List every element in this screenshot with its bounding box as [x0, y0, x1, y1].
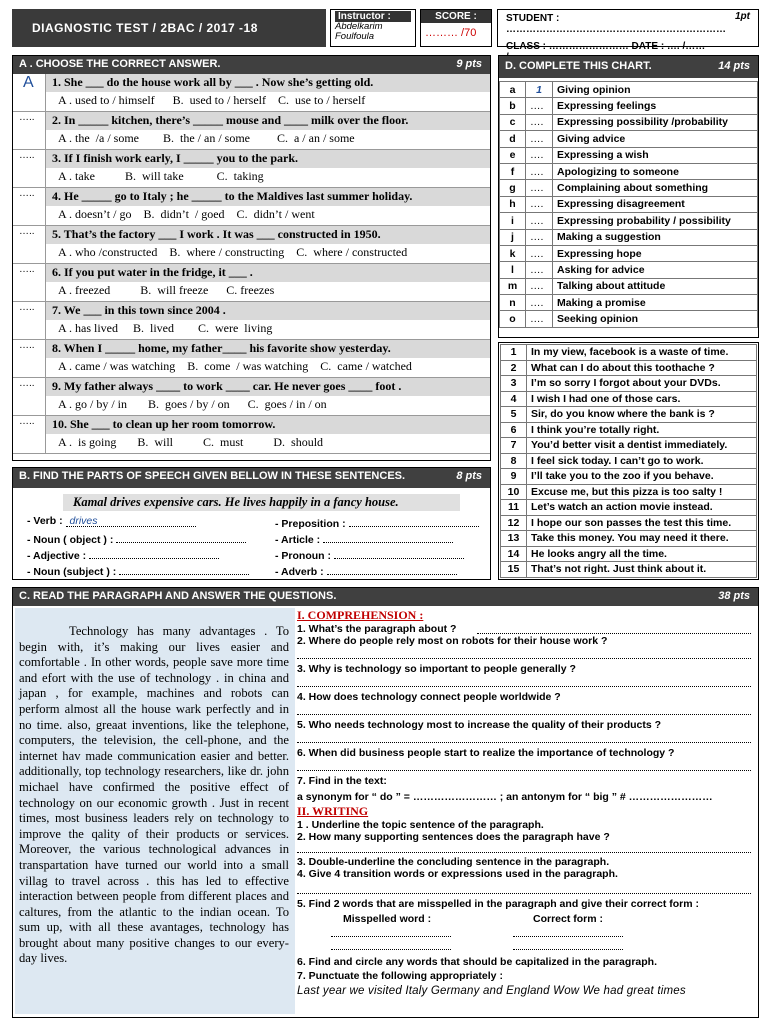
writing-q3: 3. Double-underline the concluding sentence in the paragraph. [297, 856, 610, 868]
sentence-number: 11 [501, 500, 527, 516]
chart-answer[interactable]: …. [526, 245, 553, 261]
pos-item [27, 531, 275, 546]
chart-letter: j [500, 229, 526, 245]
question-stem: 3. If I finish work early, I _____ you to the park. [46, 150, 490, 168]
pos-answer[interactable] [334, 547, 464, 559]
sentence-row [501, 360, 757, 376]
test-title-box [12, 9, 326, 47]
chart-function: Expressing probability / possibility [553, 213, 758, 229]
score-label: SCORE : [421, 10, 491, 23]
pos-answer[interactable] [323, 531, 453, 543]
pos-answer[interactable] [89, 547, 219, 559]
sentence-text: In my view, facebook is a waste of time. [527, 345, 757, 361]
section-a-title: A . CHOOSE THE CORRECT ANSWER. [19, 58, 221, 70]
writing-q5: 5. Find 2 words that are misspelled in the paragraph and give their correct form : [297, 898, 700, 910]
section-c-title: C. READ THE PARAGRAPH AND ANSWER THE QUESTIONS. [19, 590, 337, 602]
misspelled-line-1[interactable] [331, 927, 451, 937]
instructor-name: Abdelkarim Foulfoula [335, 21, 383, 42]
misspelled-word-label: Misspelled word : [343, 913, 432, 925]
comp-q6: 6. When did business people start to realize the importance of technology ? [297, 747, 675, 759]
correct-form-label: Correct form : [533, 913, 604, 925]
chart-answer[interactable]: …. [526, 163, 553, 179]
chart-letter: b [500, 98, 526, 114]
pos-label: - Preposition : [275, 518, 346, 530]
chart-answer[interactable]: …. [526, 295, 553, 311]
chart-row [500, 245, 758, 261]
question-stem: 10. She ___ to clean up her room tomorrow. [46, 416, 490, 434]
pos-label: - Noun ( object ) : [27, 534, 114, 546]
reading-paragraph: Technology has many advantages . To begin with, it’s making our lives easier and comfortable . In other words, people save more time and efort with the use of technology . in china and japan , for example, machines and robots can perform almost all the house wark perfectly and in no time. also, greaat inventions, like the telephone, computers, the television, the cell-phone, and the internet hav made communication easier and better. additionally, top technology researchers, like dr. john michael have confirmed the positive effect of technology on our economic growth . Just in recent times, most business leaders rely on technology to improve the qality of their products or services. Moreover, the various technological advances in transpartation have turned our world into a small villag to travel across . this has led to effective interaction between people from different places and caltures, from the atlantic to the indian ocean. To sum up, with all these avantages, technology has brought about many positive changes to our every-day lives. [19, 624, 289, 966]
pos-item [27, 547, 275, 562]
question-stem: 8. When I _____ home, my father____ his favorite show yesterday. [46, 340, 490, 358]
chart-function: Talking about attitude [553, 278, 758, 294]
sentence-text: I hope our son passes the test this time. [527, 515, 757, 531]
chart-answer[interactable]: …. [526, 229, 553, 245]
sentence-row [501, 562, 757, 578]
chart-row [500, 131, 758, 147]
instructor-label: Instructor : [335, 11, 411, 22]
chart-answer[interactable]: …. [526, 196, 553, 212]
chart-function: Making a promise [553, 295, 758, 311]
sentence-row [501, 391, 757, 407]
chart-function: Giving advice [553, 131, 758, 147]
student-pts: 1pt [735, 11, 750, 22]
sentence-text: I feel sick today. I can’t go to work. [527, 453, 757, 469]
pos-answer[interactable] [349, 515, 479, 527]
question-row [13, 416, 490, 454]
chart-row [500, 163, 758, 179]
sentence-number: 10 [501, 484, 527, 500]
sentence-number: 13 [501, 531, 527, 547]
chart-function: Giving opinion [553, 82, 758, 98]
sentence-row [501, 515, 757, 531]
sentence-text: He looks angry all the time. [527, 546, 757, 562]
pos-item [27, 563, 275, 578]
sentence-row [501, 546, 757, 562]
pos-label: - Verb : [27, 515, 63, 527]
sentence-row [501, 500, 757, 516]
pos-label: - Pronoun : [275, 550, 331, 562]
chart-answer[interactable]: …. [526, 131, 553, 147]
pos-answer[interactable] [116, 531, 246, 543]
writing-q1: 1 . Underline the topic sentence of the paragraph. [297, 819, 544, 831]
chart-letter: k [500, 245, 526, 261]
section-d-header [499, 56, 758, 78]
sentence-text: Sir, do you know where the bank is ? [527, 407, 757, 423]
answer-line-w4[interactable] [297, 880, 751, 894]
section-d [498, 55, 759, 338]
chart-answer[interactable]: …. [526, 147, 553, 163]
pos-label: - Adverb : [275, 566, 324, 578]
writing-q2: 2. How many supporting sentences does the paragraph have ? [297, 831, 610, 843]
answer-blank[interactable]: ….. [13, 264, 46, 301]
comp-q3: 3. Why is technology so important to people generally ? [297, 663, 576, 675]
section-b [12, 467, 491, 580]
question-stem: 1. She ___ do the house work all by ___ . Now she’s getting old. [46, 74, 490, 92]
pos-answer[interactable]: drives [66, 515, 196, 527]
chart-row [500, 213, 758, 229]
question-options[interactable]: A . doesn’t / go B. didn’t / goed C. didn’t / went [58, 207, 315, 221]
paragraph-box [15, 608, 295, 1014]
section-c-header [13, 588, 758, 606]
student-box [497, 9, 759, 52]
instructor-box [330, 9, 416, 47]
sentence-text: Excuse me, but this pizza is too salty ! [527, 484, 757, 500]
pos-item [275, 515, 485, 530]
chart-letter: c [500, 114, 526, 130]
chart-letter: m [500, 278, 526, 294]
question-options[interactable]: A . has lived B. lived C. were living [58, 321, 273, 335]
question-stem: 2. In _____ kitchen, there’s _____ mouse and ____ milk over the floor. [46, 112, 490, 130]
chart-function: Expressing hope [553, 245, 758, 261]
writing-q7: 7. Punctuate the following appropriately : [297, 970, 503, 982]
sentence-number: 14 [501, 546, 527, 562]
pos-label: - Noun (subject ) : [27, 566, 117, 578]
test-title: DIAGNOSTIC TEST / 2BAC / 2017 -18 [32, 21, 258, 35]
answer-blank[interactable]: A [13, 74, 46, 111]
question-list [13, 74, 490, 454]
sentence-row [501, 407, 757, 423]
question-stem: 5. That’s the factory ___ I work . It was ___ constructed in 1950. [46, 226, 490, 244]
answer-line-q2[interactable] [297, 647, 751, 659]
questions-column [297, 608, 755, 997]
sentence-text: You’d better visit a dentist immediately. [527, 438, 757, 454]
sentence-number: 12 [501, 515, 527, 531]
question-row [13, 112, 490, 150]
chart-row [500, 196, 758, 212]
chart-row [500, 295, 758, 311]
sentence-text: I’m so sorry I forgot about your DVDs. [527, 376, 757, 392]
question-options[interactable]: A . take B. will take C. taking [58, 169, 264, 183]
chart-function: Asking for advice [553, 262, 758, 278]
answer-blank[interactable]: ….. [13, 416, 46, 453]
sentences-box [498, 342, 759, 580]
section-b-header [13, 468, 490, 488]
sentence-row [501, 438, 757, 454]
section-c [12, 587, 759, 1018]
answer-line-w2[interactable] [297, 843, 751, 853]
comp-q1: 1. What’s the paragraph about ? [297, 623, 457, 635]
chart-row [500, 262, 758, 278]
section-c-points: 38 pts [718, 590, 750, 602]
answer-line-q4[interactable] [297, 703, 751, 715]
sentence-number: 4 [501, 391, 527, 407]
question-row [13, 340, 490, 378]
chart-answer[interactable]: …. [526, 180, 553, 196]
chart-function: Complaining about something [553, 180, 758, 196]
sentence-text: I wish I had one of those cars. [527, 391, 757, 407]
punctuation-sentence: Last year we visited Italy Germany and England Wow We had great times [297, 985, 686, 997]
question-options[interactable]: A . the /a / some B. the / an / some C. a / an / some [58, 131, 355, 145]
question-options[interactable]: A . who /constructed B. where / constructing C. where / constructed [58, 245, 408, 259]
class-date-field[interactable]: CLASS : …………………… DATE : …. /…… [506, 41, 706, 52]
chart-row [500, 180, 758, 196]
answer-blank[interactable]: ….. [13, 150, 46, 187]
sentence-number: 15 [501, 562, 527, 578]
question-row [13, 74, 490, 112]
section-a-header [13, 56, 490, 74]
pos-label: - Article : [275, 534, 321, 546]
chart-answer[interactable]: 1 [526, 82, 553, 98]
writing-q4: 4. Give 4 transition words or expressions used in the paragraph. [297, 868, 618, 880]
chart-function: Expressing disagreement [553, 196, 758, 212]
section-d-points: 14 pts [718, 60, 750, 72]
sentence-row [501, 453, 757, 469]
pos-answer[interactable] [119, 563, 249, 575]
chart-letter: o [500, 311, 526, 327]
sentence-row [501, 469, 757, 485]
section-b-sentence-box [63, 494, 460, 511]
chart-function: Seeking opinion [553, 311, 758, 327]
chart-letter: d [500, 131, 526, 147]
sentence-number: 9 [501, 469, 527, 485]
chart-function: Expressing feelings [553, 98, 758, 114]
sentence-text: What can I do about this toothache ? [527, 360, 757, 376]
question-row [13, 264, 490, 302]
answer-blank[interactable]: ….. [13, 340, 46, 377]
chart-function: Expressing a wish [553, 147, 758, 163]
pos-label: - Adjective : [27, 550, 87, 562]
question-stem: 7. We ___ in this town since 2004 . [46, 302, 490, 320]
sentence-text: I think you’re totally right. [527, 422, 757, 438]
chart-row [500, 114, 758, 130]
misspelled-line-2[interactable] [331, 940, 451, 950]
question-row [13, 226, 490, 264]
sentence-number: 7 [501, 438, 527, 454]
chart-function: Making a suggestion [553, 229, 758, 245]
answer-blank[interactable]: ….. [13, 378, 46, 415]
question-row [13, 378, 490, 416]
chart-answer[interactable]: …. [526, 98, 553, 114]
chart-function: Apologizing to someone [553, 163, 758, 179]
chart-letter: i [500, 213, 526, 229]
chart-row [500, 147, 758, 163]
question-options[interactable]: A . freezed B. will freeze C. freezes [58, 283, 275, 297]
chart-letter: n [500, 295, 526, 311]
chart-answer[interactable]: …. [526, 262, 553, 278]
question-stem: 4. He _____ go to Italy ; he _____ to the Maldives last summer holiday. [46, 188, 490, 206]
correct-line-2[interactable] [513, 940, 623, 950]
section-b-sentence: Kamal drives expensive cars. He lives happily in a fancy house. [73, 495, 399, 509]
sentence-row [501, 531, 757, 547]
score-value[interactable]: ……… /70 [425, 27, 477, 39]
chart-letter: a [500, 82, 526, 98]
sentence-text: I’ll take you to the zoo if you behave. [527, 469, 757, 485]
chart-row [500, 82, 758, 98]
chart-answer[interactable]: …. [526, 278, 553, 294]
writing-title: II. WRITING [297, 804, 369, 818]
chart-row [500, 311, 758, 327]
section-b-title: B. FIND THE PARTS OF SPEECH GIVEN BELLOW IN THESE SENTENCES. [19, 470, 406, 482]
comp-q5: 5. Who needs technology most to increase the quality of their products ? [297, 719, 662, 731]
chart-row [500, 98, 758, 114]
pos-answer[interactable] [327, 563, 457, 575]
answer-blank[interactable]: ….. [13, 302, 46, 339]
question-options[interactable]: A . is going B. will C. must D. should [58, 435, 324, 449]
sentence-number: 3 [501, 376, 527, 392]
sentence-text: That’s not right. Just think about it. [527, 562, 757, 578]
sentence-number: 6 [501, 422, 527, 438]
section-b-points: 8 pts [456, 470, 482, 482]
comp-q7-synonym-antonym[interactable]: a synonym for “ do ” = …………………… ; an antonym for “ big ” # …………………… [297, 791, 713, 803]
chart-row [500, 229, 758, 245]
pos-item [275, 547, 485, 562]
sentence-row [501, 484, 757, 500]
answer-line-q6[interactable] [297, 759, 751, 771]
pos-item [27, 515, 275, 530]
comp-q4: 4. How does technology connect people worldwide ? [297, 691, 561, 703]
sentence-row [501, 345, 757, 361]
sentence-number: 2 [501, 360, 527, 376]
answer-line-q5[interactable] [297, 731, 751, 743]
chart-answer[interactable]: …. [526, 213, 553, 229]
comp-q7: 7. Find in the text: [297, 775, 387, 787]
sentence-row [501, 376, 757, 392]
sentence-text: Let’s watch an action movie instead. [527, 500, 757, 516]
answer-blank[interactable]: ….. [13, 226, 46, 263]
pos-item [275, 563, 485, 578]
chart-letter: l [500, 262, 526, 278]
score-box [420, 9, 492, 47]
chart-letter: h [500, 196, 526, 212]
comprehension-title: I. COMPREHENSION : [297, 608, 424, 622]
chart-answer[interactable]: …. [526, 311, 553, 327]
question-options[interactable]: A . used to / himself B. used to / herself C. use to / herself [58, 93, 366, 107]
section-d-title: D. COMPLETE THIS CHART. [505, 60, 652, 72]
question-stem: 9. My father always ____ to work ____ car. He never goes ____ foot . [46, 378, 490, 396]
chart-function: Expressing possibility /probability [553, 114, 758, 130]
question-stem: 6. If you put water in the fridge, it ___ . [46, 264, 490, 282]
sentence-number: 1 [501, 345, 527, 361]
chart-letter: f [500, 163, 526, 179]
writing-q6: 6. Find and circle any words that should be capitalized in the paragraph. [297, 956, 657, 968]
question-row [13, 302, 490, 340]
sentence-number: 8 [501, 453, 527, 469]
chart-row [500, 278, 758, 294]
sentences-table [500, 344, 757, 578]
question-options[interactable]: A . came / was watching B. come / was watching C. came / watched [58, 359, 412, 373]
chart-letter: g [500, 180, 526, 196]
answer-line-q1[interactable] [477, 633, 751, 634]
student-field[interactable]: STUDENT : ………………………………………………………… [506, 13, 726, 35]
sentence-number: 5 [501, 407, 527, 423]
section-a [12, 55, 491, 461]
chart-letter: e [500, 147, 526, 163]
answer-blank[interactable]: ….. [13, 112, 46, 149]
chart-answer[interactable]: …. [526, 114, 553, 130]
question-row [13, 150, 490, 188]
answer-blank[interactable]: ….. [13, 188, 46, 225]
section-a-points: 9 pts [456, 58, 482, 70]
question-options[interactable]: A . go / by / in B. goes / by / on C. goes / in / on [58, 397, 327, 411]
comp-q2: 2. Where do people rely most on robots for their house work ? [297, 635, 608, 647]
correct-line-1[interactable] [513, 927, 623, 937]
parts-of-speech-grid [13, 515, 490, 578]
sentence-row [501, 422, 757, 438]
sentence-text: Take this money. You may need it there. [527, 531, 757, 547]
answer-line-q3[interactable] [297, 675, 751, 687]
pos-item [275, 531, 485, 546]
question-row [13, 188, 490, 226]
functions-chart [499, 81, 758, 328]
